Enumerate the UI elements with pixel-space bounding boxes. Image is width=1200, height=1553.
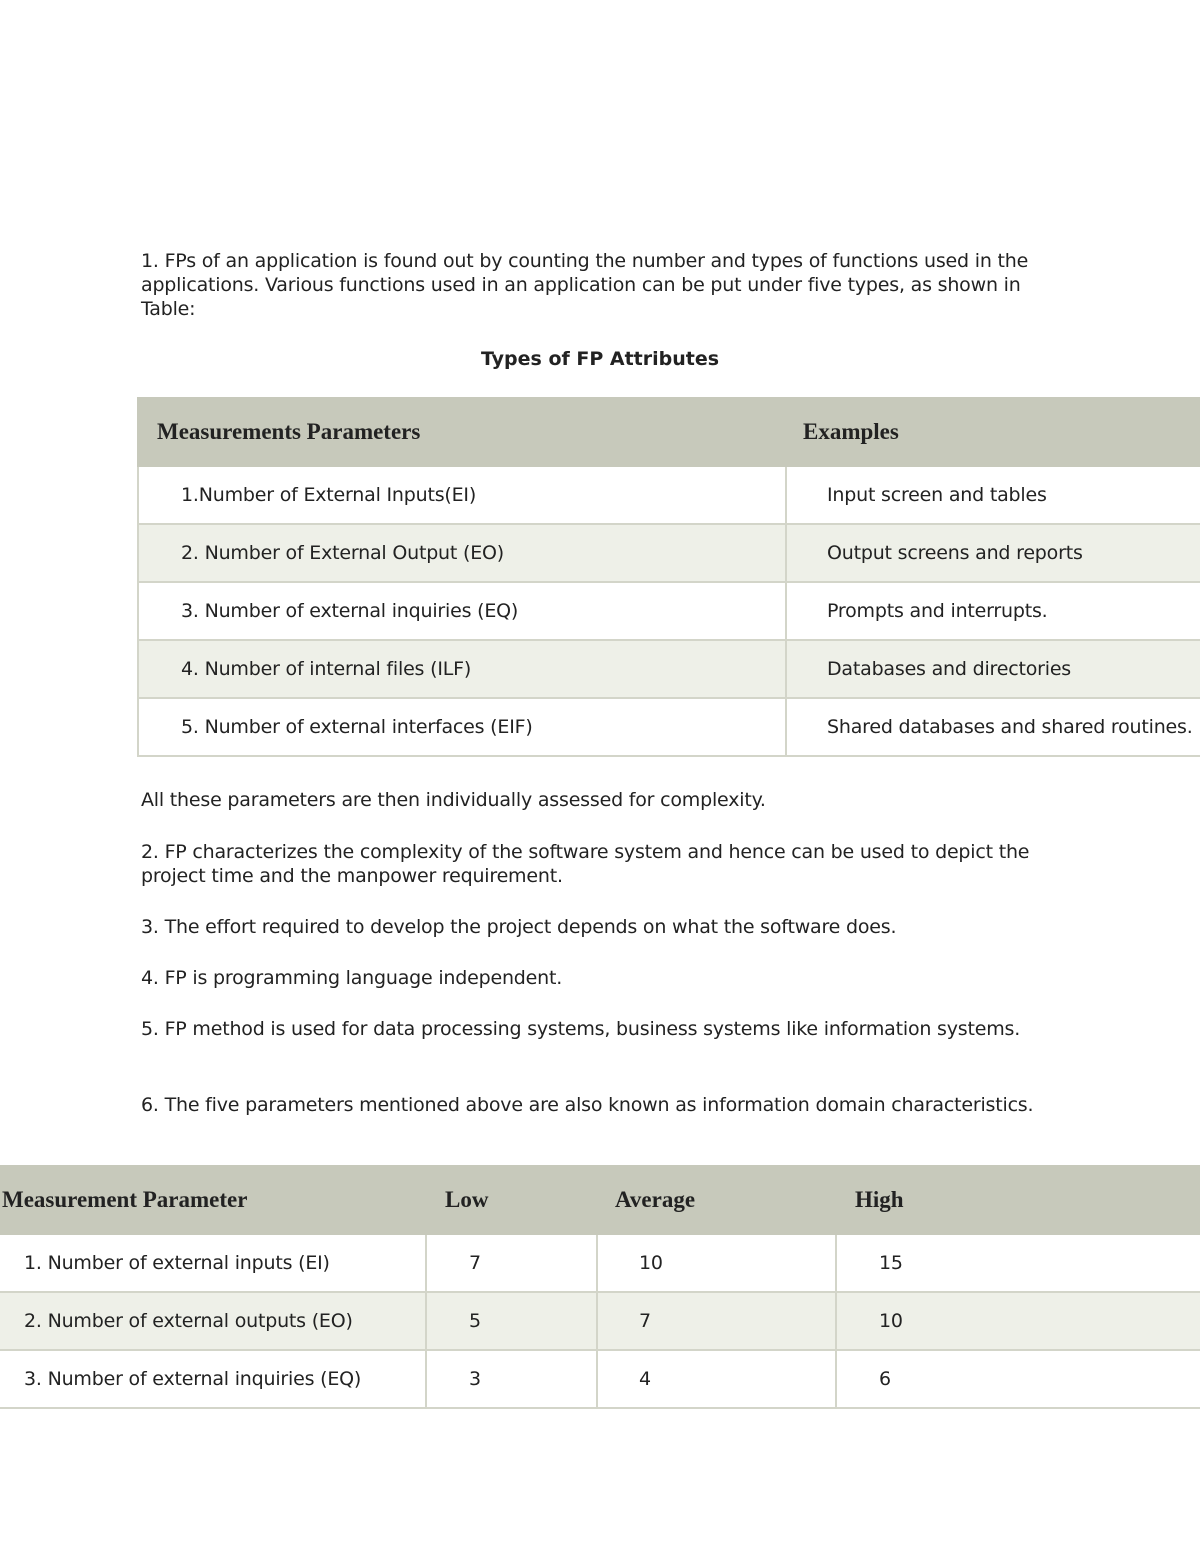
header-low: Low (426, 1166, 597, 1234)
table-row (138, 524, 1200, 582)
high-cell: 10 (836, 1292, 1200, 1350)
point-5-paragraph: 5. FP method is used for data processing systems, business systems like information systems. (141, 1018, 1021, 1040)
point-3-paragraph: 3. The effort required to develop the project depends on what the software does. (141, 916, 897, 938)
example-cell: Prompts and interrupts. (786, 582, 1200, 640)
table-row (138, 698, 1200, 756)
table-row (0, 1350, 1200, 1408)
parameter-cell: 5. Number of external interfaces (EIF) (138, 698, 786, 756)
parameter-cell: 2. Number of External Output (EO) (138, 524, 786, 582)
parameter-cell: 1. Number of external inputs (EI) (0, 1234, 426, 1292)
table-caption: Types of FP Attributes (480, 348, 720, 370)
example-cell: Shared databases and shared routines. (786, 698, 1200, 756)
parameter-cell: 1.Number of External Inputs(EI) (138, 466, 786, 524)
table-row (138, 640, 1200, 698)
table-row (0, 1234, 1200, 1292)
low-cell: 3 (426, 1350, 597, 1408)
average-cell: 4 (597, 1350, 836, 1408)
parameter-cell: 4. Number of internal files (ILF) (138, 640, 786, 698)
point-4-paragraph: 4. FP is programming language independent. (141, 967, 563, 989)
low-cell: 7 (426, 1234, 597, 1292)
parameter-cell: 3. Number of external inquiries (EQ) (0, 1350, 426, 1408)
point-6-paragraph: 6. The five parameters mentioned above are also known as information domain characteristics. (141, 1094, 1034, 1116)
parameter-cell: 2. Number of external outputs (EO) (0, 1292, 426, 1350)
high-cell: 15 (836, 1234, 1200, 1292)
parameter-cell: 3. Number of external inquiries (EQ) (138, 582, 786, 640)
fp-attributes-table (137, 397, 1200, 757)
example-cell: Output screens and reports (786, 524, 1200, 582)
average-cell: 10 (597, 1234, 836, 1292)
example-cell: Input screen and tables (786, 466, 1200, 524)
table-row (138, 582, 1200, 640)
example-cell: Databases and directories (786, 640, 1200, 698)
header-high: High (836, 1166, 1200, 1234)
average-cell: 7 (597, 1292, 836, 1350)
complexity-note: All these parameters are then individually assessed for complexity. (141, 789, 766, 811)
intro-paragraph: 1. FPs of an application is found out by counting the number and types of functions used in the applications. Various functions used in an application can be put under five types, as shown in Table: (141, 250, 1029, 320)
complexity-weights-table (0, 1165, 1200, 1409)
low-cell: 5 (426, 1292, 597, 1350)
header-measurement-parameter: Measurement Parameter (0, 1166, 426, 1234)
header-measurements-parameters: Measurements Parameters (138, 398, 786, 466)
table-row (138, 466, 1200, 524)
header-examples: Examples (786, 398, 1200, 466)
point-2-paragraph: 2. FP characterizes the complexity of the software system and hence can be used to depict the project time and the manpower requirement. (141, 841, 1030, 887)
table-row (0, 1292, 1200, 1350)
high-cell: 6 (836, 1350, 1200, 1408)
header-average: Average (597, 1166, 836, 1234)
